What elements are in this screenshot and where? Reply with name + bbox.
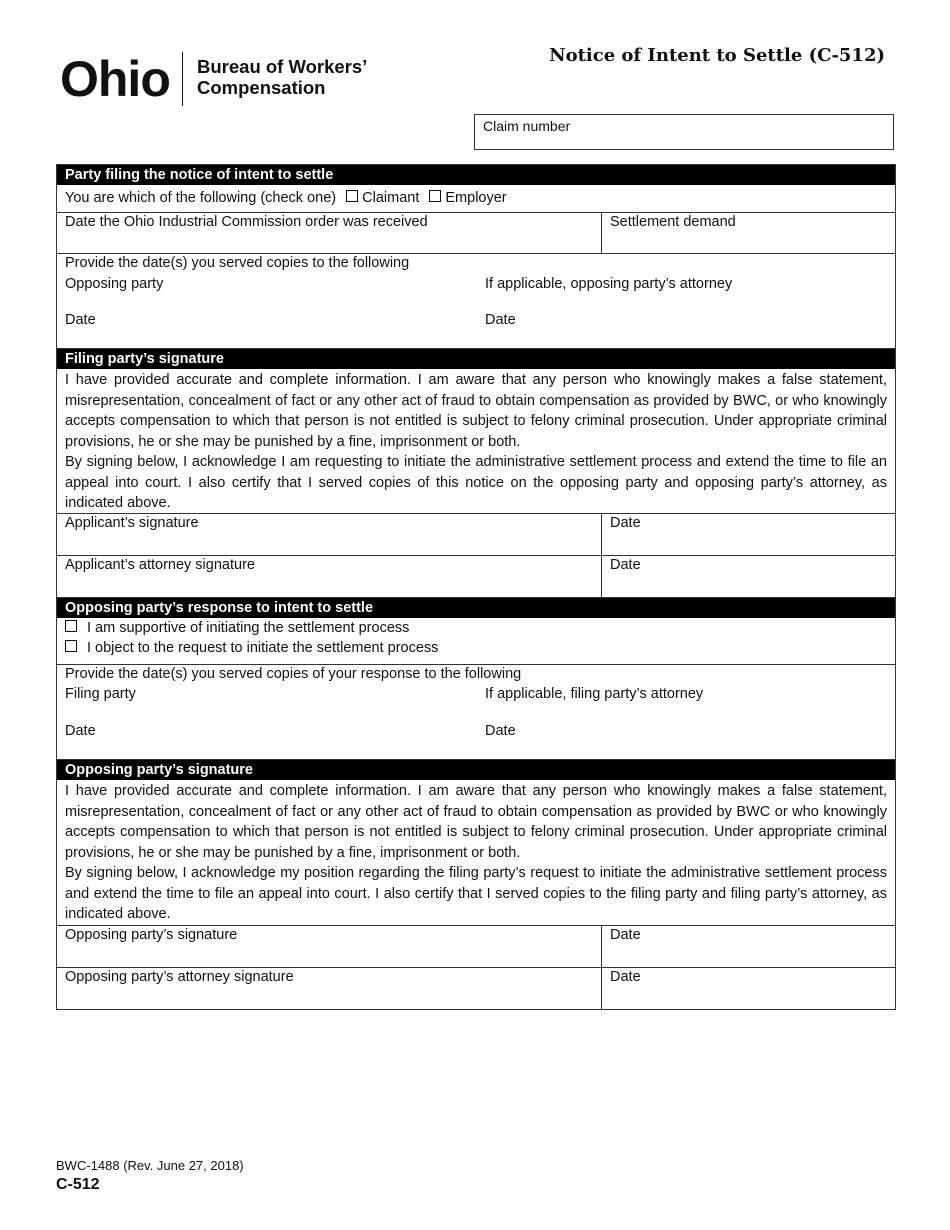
section-filing-signature-header: Filing party’s signature (57, 349, 895, 369)
applicant-attorney-signature-label: Applicant’s attorney signature (65, 557, 255, 573)
form-code: C-512 (56, 1176, 100, 1193)
applicant-signature-field[interactable] (57, 514, 601, 555)
applicant-signature-label: Applicant’s signature (65, 515, 199, 531)
opposing-signature-field[interactable] (57, 926, 601, 967)
filing-party-date-field[interactable]: Date (65, 723, 96, 739)
filing-attorney-field[interactable]: If applicable, filing party’s attorney (485, 686, 704, 702)
response-served-prompt: Provide the date(s) you served copies of your response to the following (65, 666, 522, 682)
supportive-checkbox[interactable] (65, 620, 77, 632)
opposing-attorney-signature-label: Opposing party’s attorney signature (65, 969, 294, 985)
bureau-name (197, 56, 367, 98)
response-options-row (57, 618, 895, 665)
opposing-signature-row (57, 926, 895, 968)
opposing-attorney-signature-field[interactable] (57, 968, 601, 1009)
served-prompt: Provide the date(s) you served copies to the following (65, 255, 410, 271)
section-filing-party-header: Party filing the notice of intent to settle (57, 165, 895, 185)
claimant-label: Claimant (362, 190, 420, 206)
supportive-label: I am supportive of initiating the settlement process (87, 620, 410, 636)
opposing-attorney-signature-row (57, 968, 895, 1010)
claim-number-field[interactable] (474, 114, 894, 150)
applicant-signature-date-field[interactable] (602, 514, 895, 555)
bwc-logo (60, 48, 390, 112)
order-received-field[interactable] (57, 213, 601, 253)
served-copies-row (57, 254, 895, 349)
bureau-line2: Compensation (197, 77, 326, 98)
filing-attestation (57, 369, 895, 514)
settlement-demand-field[interactable] (602, 213, 895, 253)
opposing-attestation (57, 780, 895, 926)
date-label: Date (610, 515, 641, 531)
opposing-attorney-date-field[interactable]: Date (485, 312, 516, 328)
opposing-party-date-field[interactable]: Date (65, 312, 96, 328)
opposing-signature-date-field[interactable] (602, 926, 895, 967)
settlement-demand-label: Settlement demand (610, 214, 736, 230)
object-label: I object to the request to initiate the settlement process (87, 640, 439, 656)
opposing-party-field[interactable]: Opposing party (65, 276, 164, 292)
applicant-attorney-date-field[interactable] (602, 556, 895, 597)
applicant-attorney-signature-row (57, 556, 895, 598)
employer-label: Employer (445, 190, 507, 206)
bureau-line1: Bureau of Workers’ (197, 56, 368, 77)
applicant-signature-row (57, 514, 895, 556)
claimant-checkbox[interactable] (346, 190, 358, 202)
form-footer (56, 1158, 244, 1194)
ohio-wordmark: Ohio (60, 51, 170, 107)
party-type-row (57, 185, 895, 213)
order-received-label: Date the Ohio Industrial Commission order was received (65, 214, 428, 230)
opposing-attorney-date-field[interactable] (602, 968, 895, 1009)
form-title: Notice of Intent to Settle (C-512) (549, 45, 885, 66)
opposing-attestation-para1: I have provided accurate and complete information. I am aware that any person who knowingly makes a false statement, misrepresentation, concealment of fact or any other act of fraud to obtain compensation as provided by BWC or who knowingly accepts compensation to which that person is not entitled is subject to felony criminal prosecution. Under appropriate criminal provisions, he or she may be punished by a fine, imprisonment or both. (65, 783, 887, 861)
filing-attestation-para2: By signing below, I acknowledge I am requesting to initiate the administrative settlement process and extend the time to file an appeal into court. I also certify that I served copies of this notice on the opposing party and opposing party’s attorney, as indicated above. (65, 454, 887, 511)
opposing-attorney-field[interactable]: If applicable, opposing party’s attorney (485, 276, 733, 292)
opposing-attestation-para2: By signing below, I acknowledge my position regarding the filing party’s request to initiate the administrative settlement process and extend the time to file an appeal into court. I also certify that I served copies to the filing party and filing party’s attorney, as indicated above. (65, 865, 887, 922)
response-served-row (57, 665, 895, 760)
order-date-row (57, 213, 895, 254)
logo-divider (182, 52, 183, 106)
party-type-prompt: You are which of the following (check one) (65, 190, 337, 206)
section-opposing-signature-header: Opposing party’s signature (57, 760, 895, 780)
form-revision: BWC-1488 (Rev. June 27, 2018) (56, 1158, 244, 1173)
section-opposing-response-header: Opposing party’s response to intent to settle (57, 598, 895, 618)
filing-attestation-para1: I have provided accurate and complete information. I am aware that any person who knowingly makes a false statement, misrepresentation, concealment of fact or any other act of fraud to obtain compensation as provided by BWC, or who knowingly accepts compensation to which that person is not entitled is subject to felony criminal prosecution. Under appropriate criminal provisions, he or she may be punished by a fine, imprisonment or both. (65, 372, 887, 450)
opposing-signature-label: Opposing party’s signature (65, 927, 238, 943)
date-label: Date (610, 927, 641, 943)
claim-number-label: Claim number (483, 118, 571, 134)
filing-party-field[interactable]: Filing party (65, 686, 136, 702)
filing-attorney-date-field[interactable]: Date (485, 723, 516, 739)
date-label: Date (610, 969, 641, 985)
applicant-attorney-signature-field[interactable] (57, 556, 601, 597)
object-checkbox[interactable] (65, 640, 77, 652)
date-label: Date (610, 557, 641, 573)
employer-checkbox[interactable] (429, 190, 441, 202)
settlement-form (56, 164, 896, 1010)
